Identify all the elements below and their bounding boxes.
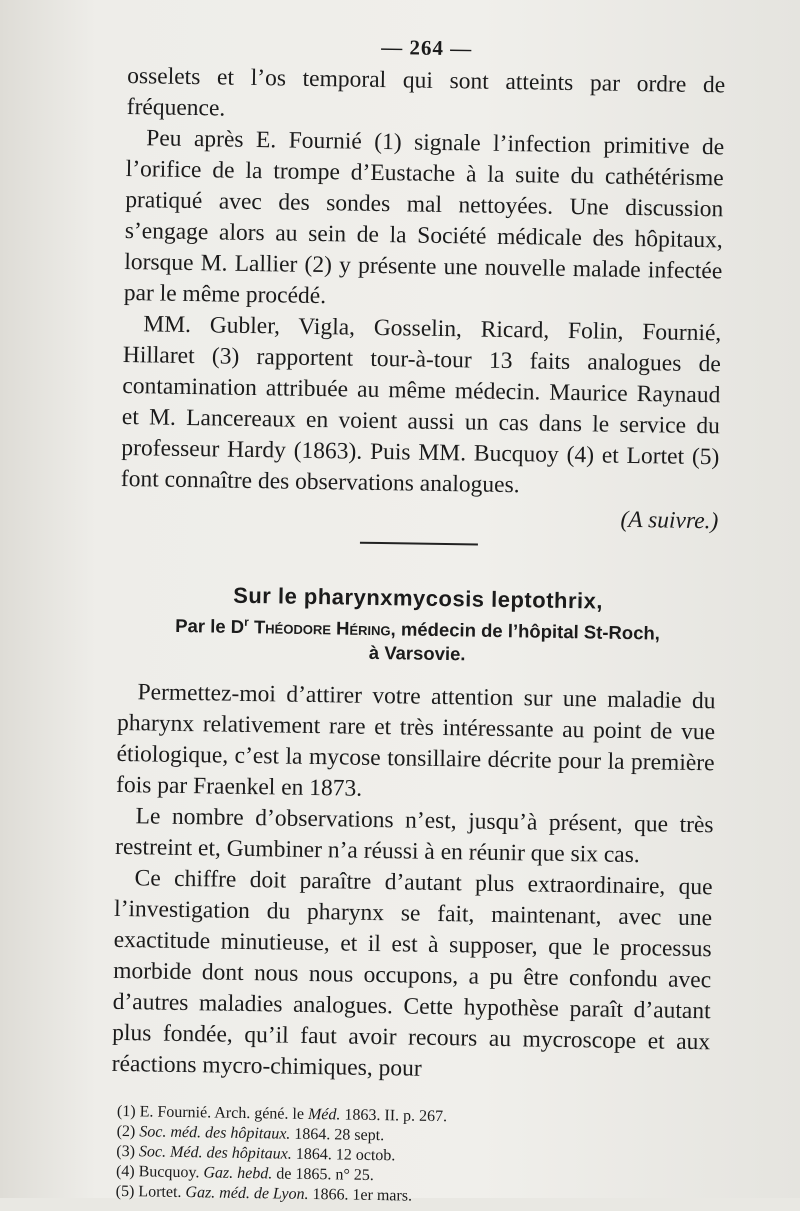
footnote-mark: (3) [116,1143,135,1160]
footnote-mark: (5) [116,1183,135,1200]
page-content [110,28,726,1211]
footnote-mark: (2) [117,1123,136,1140]
footnote-italic: Gaz. hebd. [203,1164,272,1182]
section-divider [360,542,478,546]
byline-location: à Varsovie. [369,642,466,665]
to-be-continued: (A suivre.) [120,497,718,537]
footnote-italic: Soc. Méd. des hôpitaux. [139,1143,292,1162]
footnote-italic: Gaz. méd. de Lyon. [185,1184,308,1203]
paragraph: Peu après E. Fournié (1) signale l’infection primitive de l’orifice de la trompe d’Eustache à la suite du cathétérisme pratiqué avec des sondes mal nettoyées. Une discussion s’engage alors au sein de la Société médicale des hôpitaux, lorsque M. Lallier (2) y présente une nouvelle malade infectée par le même procédé. [124,123,725,318]
footnotes [110,1102,709,1211]
article-byline [118,608,717,671]
paragraph: Le nombre d’observations n’est, jusqu’à présent, que très restreint et, Gumbiner n’a réussi à en réunir que six cas. [115,801,714,872]
author-name: Théodore Héring [254,616,391,639]
article-title: Sur le pharynxmycosis leptothrix, [119,580,717,617]
footnote-text: Bucquoy. [139,1163,204,1181]
footnote-italic: Méd. [308,1106,341,1124]
footnote-italic: Soc. méd. des hôpitaux. [139,1123,290,1142]
footnote-text: 1864. 28 sept. [290,1126,384,1144]
paragraph: MM. Gubler, Vigla, Gosselin, Ricard, Folin, Fournié, Hillaret (3) rapportent tour-à-tour 13 faits analogues de contamination attribuée au même médecin. Maurice Raynaud et M. Lancereaux en voient aussi un cas dans le service du professeur Hardy (1863). Puis MM. Bucquoy (4) et Lortet (5) font connaître des observations analogues. [121,309,722,504]
byline-sup: r [244,615,249,629]
paragraph: Ce chiffre doit paraître d’autant plus extraordinaire, que l’investigation du pharynx se fait, maintenant, avec une exactitude minutieuse, et il est à supposer, que le processus morbide dont nous nous occupons, a pu être confondu avec d’autres maladies analogues. Cette hypothèse paraît d’autant plus fondée, qu’il faut avoir recours au mycroscope et aux réactions mycro-chimiques, pour [111,863,712,1089]
footnote-mark: (1) [117,1103,136,1120]
paragraph: Permettez-moi d’attirer votre attention sur une maladie du pharynx relativement rare et très intéressante au point de vue étiologique, c’est la mycose tonsillaire décrite pour la première fois par Fraenkel en 1873. [116,677,716,810]
byline-prefix: Par le D [175,615,244,637]
footnote-text: de 1865. n° 25. [272,1166,374,1185]
paragraph: osselets et l’os temporal qui sont atteints par ordre de fréquence. [127,61,726,132]
page-number: — 264 — [128,28,726,68]
footnote-text: 1863. II. p. 267. [340,1107,447,1126]
footnote-text: Lortet. [138,1183,185,1201]
footnote-text: 1866. 1er mars. [308,1186,412,1205]
footnote-text: E. Fournié. Arch. géné. le [139,1103,308,1123]
byline-rest: , médecin de l’hôpital St-Roch, [390,618,660,643]
footnote-mark: (4) [116,1163,135,1180]
footnote-text: 1864. 12 octob. [292,1146,396,1165]
